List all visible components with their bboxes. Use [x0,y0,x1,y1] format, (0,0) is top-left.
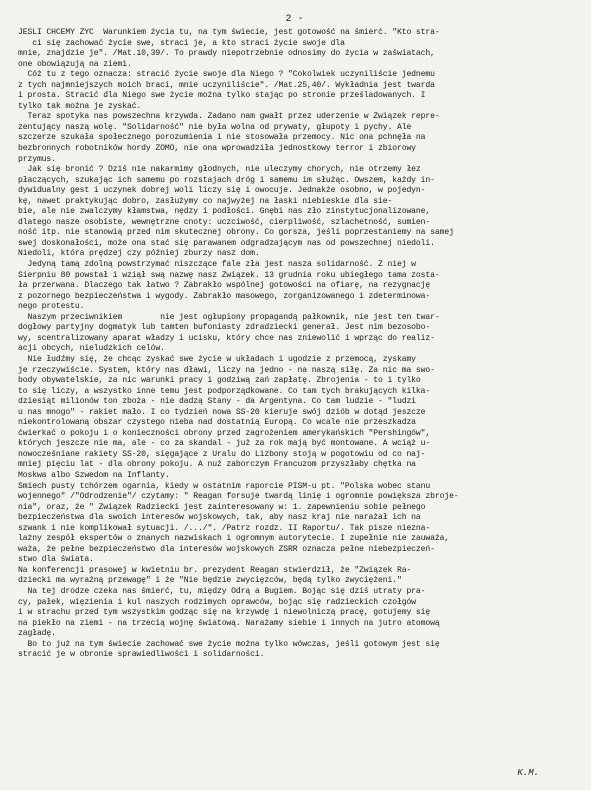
text-line: Cóż tu z tego oznacza: stracić życie swoje dla Niego ? "Cokolwiek uczyniliście jednemu [18,70,435,80]
text-line: na piekło na ziemi - na trzecią wojnę światową. Narażamy siebie i innych na jutro atomową [18,618,440,628]
text-line: bezbronnych robotników hordy ZOMO, nie ona wprowadziła jednostkowy terror i zbiorowy [18,144,416,154]
text-line: Nie łudźmy się, że chcąc zyskać swe życie w układach i ugodzie z przemocą, zyskamy [18,354,416,364]
text-line: i w strachu przed tym wszystkim godząc się na krzywdę i niewolniczą pracę, gotujemy się [18,608,431,618]
signature: K.M. [517,768,539,778]
text-line: których jeszcze nie ma, ale - co za skandal - już za rok mają być montowane. A wciąż u- [18,439,431,449]
text-line: dogłowy partyjny dogmatyk lub tamten bufoniasty zdradziecki generał. Jest nim bezosobo- [18,323,431,333]
text-line: szwank i nie komplikował sytuacji. /.../". /Patrz rozdz. II Raportu/. Tak pisze niezna- [18,523,431,533]
text-line: tylko tak można je zyskać. [18,101,142,111]
text-line: nego protestu. [18,302,85,312]
text-line: Jak się bronić ? Dziś nie nakarmimy głodnych, nie uleczymy chorych, nie otrzemy łez [18,165,421,175]
text-line: dywidualny gest i uczynek dobrej woli liczy się i owocuje. Jednakże osobno, w pojedyn- [18,186,426,196]
text-line: wy, scentralizowany aparat władzy i ucisku, który chce nas zniewolić i wprząc do realiz- [18,333,435,343]
text-line: mniej pięciu lat - dla obrony pokoju. A nuż zaborczym Francuzom przyszłaby chętka na [18,460,416,470]
text-line: przymus. [18,154,56,164]
text-line: dziecki ma wyraźną przewagę" i że "Nie będzie zwycięzców, będą tylko zwyciężeni." [18,576,402,586]
text-line: Bo to już na tym świecie zachować swe życie można tylko wówczas, jeśli gotowym jest się [18,639,440,649]
text-line: Teraz spotyka nas powszechna krzywda. Zadano nam gwałt przez uderzenie w Związek repre- [18,112,440,122]
text-line: dlatego nasze osobiste, wewnętrzne cnoty: uczciwość, cierpliwość, szlachetność, sumien- [18,217,431,227]
text-line: z pozornego bezpieczeństwa i wygody. Zabrakło masowego, zorganizowanego i zdeterminowa- [18,291,431,301]
text-line: ność itp. nie stanowią przed nim skutecznej obrony. Co gorsza, jeśli poprzestaniemy na samej [18,228,454,238]
page-number: 2 - [285,14,304,25]
text-line: nowocześniane rakiety SS-20, sięgające z Uralu do Lizbony stoją w pogotowiu od co naj- [18,449,426,459]
text-line: to się liczy, a wszystko inne temu jest podporządkowane. Co tam tych brakujących kilka- [18,386,431,396]
text-line: Śmiech pusty tchórzem ogarnia, kiedy w ostatnim raporcie PISM-u pt. "Polska wobec stanu [18,481,431,491]
text-line: zentujący naszą wolę. "Solidarność" nie była wolna od prywaty, głupoty i pychy. Ale [18,122,412,132]
text-line: body obywatelskie, za nic warunki pracy i godziwą zań zapłatę. Zbrojenia - to i tylko [18,376,421,386]
text-line: Jedyną tamą zdolną powstrzymać niszczące fale zła jest nasza solidarność. Z niej w [18,260,416,270]
text-line: wojennego" /"Odrodzenie"/ czytamy: " Reagan forsuje twardą linię i ogromnie powiększa zbroje- [18,492,459,502]
text-line: je rzeczywiście. System, który nas dławi, liczy na jedno - na naszą siłę. Za nic ma swo- [18,365,435,375]
text-line: nia", oraz, że " Związek Radziecki jest zainteresowany w: 1. zapewnieniu sobie pełnego [18,502,426,512]
text-line: Naszym przeciwnikiem nie jest ogłupiony propagandą pałkownik, nie jest ten twar- [18,312,440,322]
text-line: kę, nawet praktykując dobro, zasłużymy co najwyżej na łaski niebieskie dla sie- [18,196,393,206]
document-body [18,28,571,661]
text-line: bie, ale nie zwalczymy kłamstwa, nędzy i podłości. Gnębi nas zło zinstytucjonalizowane, [18,207,431,217]
text-line: z tych najmniejszych moich braci, mnie uczyniliście". /Mat.25,40/. Wykładnia jest twarda [18,80,435,90]
text-line: waża, że pełne bezpieczeństwo dla interesów wojskowych ZSRR oznacza pełne niebezpieczeń- [18,544,435,554]
text-line: swej doskonałości, może ona stać się parawanem odgradzającym nas od powszechnej niedoli. [18,238,435,248]
text-line: mnie, znajdzie je". /Mat.10,39/. To prawdy niepotrzebnie odnosimy do życia w zaświatach, [18,49,435,59]
text-line: Na konferencji prasowej w kwietniu br. prezydent Reagan stwierdził, że "Związek Ra- [18,565,412,575]
text-line: ci się zachować życie swe, straci je, a kto straci życie swoje dla [18,38,345,48]
text-line: bezpieczeństwa dla swoich interesów wojskowych, tak, aby nasz kraj nie narażał ich na [18,513,421,523]
text-line: stwo dla świata. [18,555,94,565]
text-line: szczerze szukała społecznego porozumienia i nie stosowała przemocy. Nic ona pchnęła na [18,133,426,143]
text-line: stracić je w obronie sprawiedliwości i solidarności. [18,650,265,660]
text-line: i prosta. Stracić dla Niego swe życie można tylko stając po stronie prześladowanych. I [18,91,426,101]
text-line: u nas mnogo" - rakiet mało. I co tydzień nowa SS-20 kieruje swój dziób w dotąd jeszcze [18,407,426,417]
text-line: cy, pałek, więzienia i kul naszych rodzimych oprawców, bojąc się radzieckich czołgów [18,597,416,607]
text-line: Niedoli, która prędzej czy później zburzy nasz dom. [18,249,260,259]
text-line: acji obcych, nieludzkich celów. [18,344,165,354]
text-line: zagładę. [18,629,56,639]
text-line: niekontrolowaną obszar czystego nieba nad dostatnią Europą. Co wcale nie przeszkadza [18,418,416,428]
text-line: lażny zespół ekspertów o znanych nazwiskach i ogromnym autorytecie. I zupełnie nie zauważa, [18,534,450,544]
text-line: JEŚLI CHCEMY ŻYĆ Warunkiem życia tu, na tym świecie, jest gotowość na śmierć. "Kto stra- [18,28,440,37]
text-line: dziesiąt milionów ton zboża - nie dadzą Stany - da Argentyna. Co tam ludzie - "ludzi [18,397,416,407]
text-line: Sierpniu 80 powstał i wziął swą nazwę nasz Związek. 13 grudnia roku ubiegłego tama zosta- [18,270,440,280]
text-line: one obowiązują na ziemi. [18,59,132,69]
text-line: Moskwa albo Szwedom na Inflanty. [18,470,170,480]
text-line: płaczących, szukając ich samemu po rozstajach dróg i samemu im służąc. Owszem, każdy in- [18,175,435,185]
text-line: Na tej drodze czeka nas śmierć, tu, między Odrą a Bugiem. Bojąc się dziś utraty pra- [18,586,426,596]
text-line: ła przerwana. Dlaczego tak łatwo ? Zabrakło wspólnej gotowości na ofiarę, na rezygnację [18,281,431,291]
text-line: ćwierkać o pokoju i o konieczności obrony przed zagrożeniem amerykańskich "Pershingów", [18,428,431,438]
